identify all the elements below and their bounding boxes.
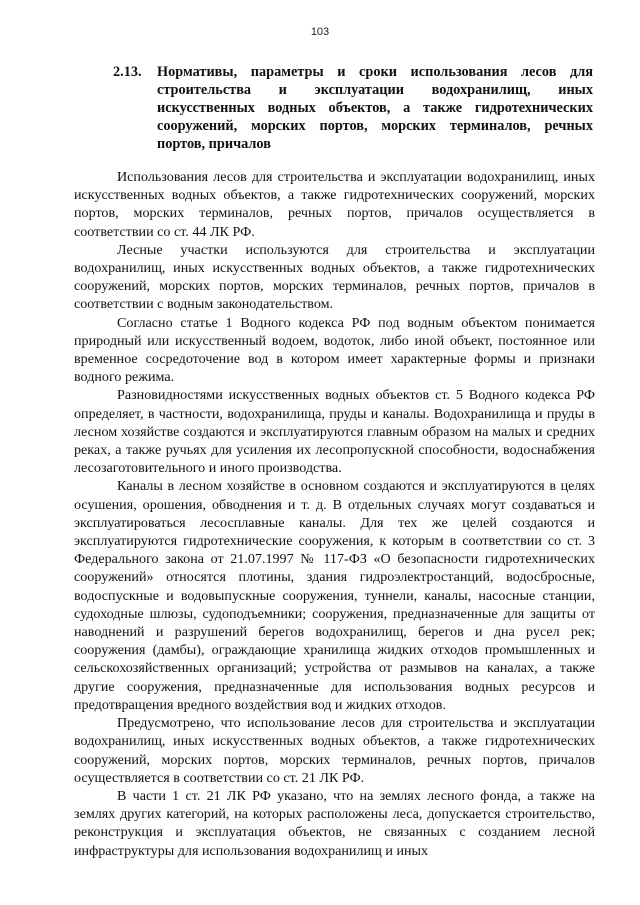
section-title: Нормативы, параметры и сроки использования лесов для строительства и эксплуатации водохранилищ, иных искусственных водных объектов, а также гидротехнических сооружений, морских портов, морских терминалов, речных портов, причалов <box>157 64 593 152</box>
section-heading <box>113 63 593 153</box>
paragraph: В части 1 ст. 21 ЛК РФ указано, что на землях лесного фонда, а также на землях других категорий, на которых расположены леса, допускается строительство, реконструкция и эксплуатация объектов, не связанных с созданием лесной инфраструктуры для использования водохранилищ и иных <box>74 787 595 859</box>
paragraph: Разновидностями искусственных водных объектов ст. 5 Водного кодекса РФ определяет, в частности, водохранилища, пруды и каналы. Водохранилища и пруды в лесном хозяйстве создаются и эксплуатируются главным образом на малых и средних реках, а также ручьях для усиления их лесопропускной способности, водоснабжения лесозаготовительного и иного производства. <box>74 387 595 477</box>
body-text <box>74 168 595 860</box>
paragraph: Предусмотрено, что использование лесов для строительства и эксплуатации водохранилищ, иных искусственных водных объектов, а также гидротехнических сооружений, морских портов, морских терминалов, речных портов, причалов осуществляется в соответствии со ст. 21 ЛК РФ. <box>74 715 595 786</box>
paragraph: Использования лесов для строительства и эксплуатации водохранилищ, иных искусственных водных объектов, а также гидротехнических сооружений, морских портов, морских терминалов, речных портов, причалов осуществляется в соответствии со ст. 44 ЛК РФ. <box>74 169 595 240</box>
paragraph: Каналы в лесном хозяйстве в основном создаются и эксплуатируются в целях осушения, орошения, обводнения и т. д. В отдельных случаях могут создаваться и эксплуатироваться лесосплавные каналы. Для тех же целей создаются и эксплуатируются гидротехнические сооружения, к которым в соответствии со ст. 3 Федерального закона от 21.07.1997 № 117-ФЗ «О безопасности гидротехнических сооружений» относятся плотины, здания гидроэлектростанций, водосбросные, водоспускные и водовыпускные сооружения, туннели, каналы, насосные станции, судоходные шлюзы, судоподъемники; сооружения, предназначенные для защиты от наводнений и разрушений берегов водохранилищ, берегов и дна русел рек; сооружения (дамбы), ограждающие хранилища жидких отходов промышленных и сельскохозяйственных организаций; устройства от размывов на каналах, а также другие сооружения, предназначенные для использования водных ресурсов и предотвращения вредного воздействия вод и жидких отходов. <box>74 478 595 713</box>
paragraph: Согласно статье 1 Водного кодекса РФ под водным объектом понимается природный или искусственный водоем, водоток, либо иной объект, постоянное или временное сосредоточение вод в котором имеет характерные формы и признаки водного режима. <box>74 314 595 386</box>
paragraph: Лесные участки используются для строительства и эксплуатации водохранилищ, иных искусственных водных объектов, а также гидротехнических сооружений, морских портов, морских терминалов, речных портов, причалов в соответствии с водным законодательством. <box>74 241 595 313</box>
section-number: 2.13. <box>113 64 142 80</box>
page-number: 103 <box>310 26 330 38</box>
